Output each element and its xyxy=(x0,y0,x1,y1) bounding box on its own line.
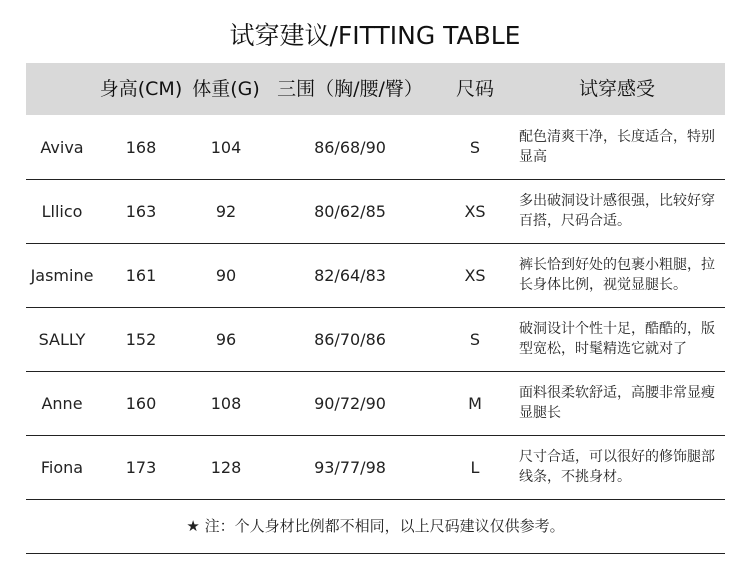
cell-name: Jasmine xyxy=(30,266,94,285)
table-row xyxy=(26,436,725,500)
cell-name: SALLY xyxy=(38,330,86,349)
cell-name: Anne xyxy=(41,394,83,413)
cell-size: XS xyxy=(464,202,486,221)
cell-size: S xyxy=(469,330,481,349)
table-row xyxy=(26,180,725,244)
header-measurements: 三围（胸/腰/臀） xyxy=(277,78,423,100)
header-size: 尺码 xyxy=(455,78,495,100)
cell-height: 168 xyxy=(125,138,157,157)
cell-weight: 90 xyxy=(215,266,237,285)
cell-weight: 104 xyxy=(210,138,242,157)
table-header xyxy=(26,63,725,115)
cell-measurements: 80/62/85 xyxy=(314,202,386,221)
cell-feedback: 配色清爽干净，长度适合，特别显高 xyxy=(519,129,715,165)
cell-measurements: 93/77/98 xyxy=(314,458,386,477)
cell-weight: 108 xyxy=(210,394,242,413)
cell-feedback: 尺寸合适，可以很好的修饰腿部线条，不挑身材。 xyxy=(519,449,715,485)
footnote: ★ 注：个人身材比例都不相同，以上尺码建议仅供参考。 xyxy=(26,500,725,554)
table-row xyxy=(26,244,725,308)
cell-measurements: 86/70/86 xyxy=(314,330,386,349)
cell-size: M xyxy=(468,394,482,413)
table-row xyxy=(26,116,725,180)
header-feedback: 试穿感受 xyxy=(578,78,656,100)
cell-weight: 96 xyxy=(215,330,237,349)
page-title: 试穿建议/FITTING TABLE xyxy=(229,21,521,50)
cell-height: 163 xyxy=(125,202,157,221)
cell-height: 173 xyxy=(125,458,157,477)
cell-size: S xyxy=(469,138,481,157)
cell-height: 161 xyxy=(125,266,157,285)
cell-name: Aviva xyxy=(40,138,84,157)
cell-name: Fiona xyxy=(40,458,84,477)
header-height: 身高(CM) xyxy=(99,78,183,100)
header-weight: 体重(G) xyxy=(192,78,260,100)
cell-weight: 92 xyxy=(215,202,237,221)
cell-height: 160 xyxy=(125,394,157,413)
cell-size: L xyxy=(470,458,480,477)
cell-measurements: 90/72/90 xyxy=(314,394,386,413)
cell-height: 152 xyxy=(125,330,157,349)
cell-size: XS xyxy=(464,266,486,285)
cell-feedback: 多出破洞设计感很强，比较好穿百搭，尺码合适。 xyxy=(519,193,715,229)
cell-weight: 128 xyxy=(210,458,242,477)
cell-feedback: 裤长恰到好处的包裹小粗腿，拉长身体比例，视觉显腿长。 xyxy=(519,257,715,293)
cell-feedback: 破洞设计个性十足，酷酷的，版型宽松，时髦精选它就对了 xyxy=(519,321,715,357)
table-row xyxy=(26,308,725,372)
cell-feedback: 面料很柔软舒适，高腰非常显瘦显腿长 xyxy=(519,385,715,421)
table-row xyxy=(26,372,725,436)
cell-name: Lllico xyxy=(41,202,83,221)
cell-measurements: 82/64/83 xyxy=(314,266,386,285)
cell-measurements: 86/68/90 xyxy=(314,138,386,157)
